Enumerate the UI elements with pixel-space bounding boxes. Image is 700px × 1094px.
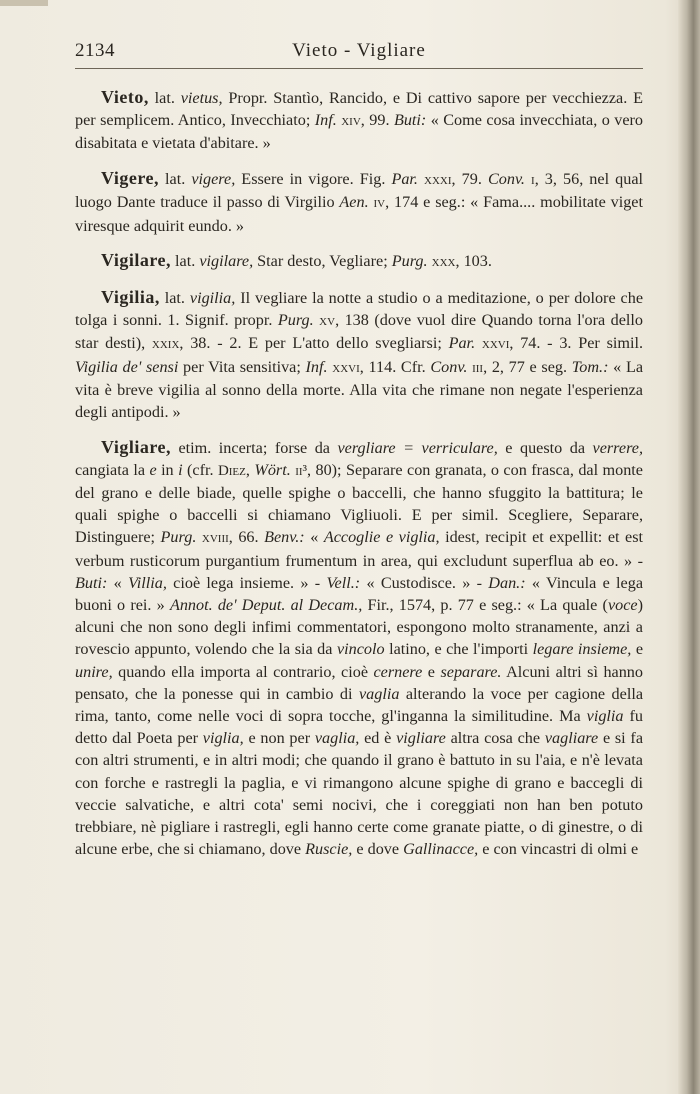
entry-text: per Vita sensitiva; <box>178 357 306 376</box>
entry-italic-text: vigere, <box>191 170 236 189</box>
header-rule <box>75 68 643 69</box>
entry-italic-text: vaglia, <box>314 729 360 748</box>
entry-text <box>475 334 482 352</box>
entry-text: fu detto dal Poeta per <box>75 707 643 748</box>
page-number: 2134 <box>75 40 115 61</box>
entry-headword: Vigilare, <box>101 250 171 271</box>
entry-text: cioè lega insieme. » - <box>166 573 327 592</box>
entry-italic-text: Vell.: <box>326 573 361 592</box>
entry-italic-text: viglia <box>586 707 624 726</box>
entry-headword: Vigliare, <box>101 436 171 457</box>
dictionary-entry <box>75 436 643 861</box>
entry-italic-text: Ruscie, <box>305 840 353 859</box>
entry-italic-text: Villia, <box>128 573 167 592</box>
entry-text: , 138 (dove vuol dire Quando torna l'ora dello star desti), <box>75 311 644 353</box>
dictionary-entry <box>75 167 643 237</box>
entry-italic-text: voce <box>607 596 638 615</box>
entry-italic-text: vigilia, <box>189 288 236 307</box>
entry-small-caps: iii <box>472 359 484 376</box>
entry-small-caps: xxix <box>151 336 180 353</box>
entry-small-caps: xv <box>319 313 336 330</box>
page-edge-shadow <box>678 0 700 1094</box>
entry-text: Il vegliare la notte a studio o a meditazione, o per dolore che tolga i sonni. 1. Signif. propr. <box>75 288 643 330</box>
entry-italic-text: legare insieme, <box>532 640 632 659</box>
entry-italic-text: e <box>149 460 157 479</box>
entry-text: « Custodisce. » - <box>360 573 489 592</box>
entry-text: , 38. - 2. E per L'atto dello svegliarsi; <box>179 334 449 353</box>
entry-italic-text: Conv. <box>487 170 525 189</box>
entry-italic-text: Dan.: <box>488 573 526 592</box>
entry-small-caps: Diez <box>217 462 246 479</box>
entry-text: ) alcuni che non sono degli infimi commentatori, espongono molto stranamente, anzi a rovescio appunto, volendo che la sia da <box>75 596 643 659</box>
entry-small-caps: xiv <box>341 113 361 130</box>
entry-text: ed è <box>359 729 397 748</box>
entry-small-caps: iv <box>373 195 386 212</box>
entry-small-caps: xviii <box>201 530 229 547</box>
entry-small-caps: xxxi <box>424 172 452 189</box>
entry-text: , <box>245 460 255 479</box>
entry-italic-text: vagliare <box>544 729 599 748</box>
entry-italic-text: vigilare, <box>199 252 254 271</box>
dictionary-body <box>75 86 643 873</box>
entry-headword: Vigere, <box>101 168 159 189</box>
entry-text: idest, recipit et expellit: et est verbum rusticorum purgantium frumentum in area, qui excludunt superflua ab eo. » - <box>75 528 643 570</box>
page-corner-mark <box>0 0 48 6</box>
entry-text: alterando la voce per cagione della rima, tanto, come nelle voci di sopra tocche, gl'inganna la similitudine. Ma <box>75 684 644 726</box>
page-header <box>75 40 643 70</box>
entry-text: lat. <box>171 252 200 271</box>
entry-text: cangiata la <box>75 460 150 479</box>
entry-italic-text: Wört. <box>254 460 291 479</box>
entry-text: , 114. Cfr. <box>359 357 431 376</box>
entry-italic-text: Gallinacce, <box>403 840 479 859</box>
entry-text: « Come cosa invecchiata, o vero disabitata e vietata d'abitare. » <box>75 111 644 153</box>
entry-italic-text: unire, <box>75 662 113 681</box>
entry-italic-text: Purg. <box>391 252 428 271</box>
entry-text: , 80); Separare con granata, o con frasca, dal monte del grano e delle biade, quelle spighe o baccelli, che hanno sfuggito la battitura; le quali spighe o baccelli si chiamano Vigliuoli. E per simil. Scegliere, Separare, Distinguere; <box>75 460 643 547</box>
entry-text: etim. incerta; forse da <box>171 438 338 457</box>
entry-text: lat. <box>148 89 181 107</box>
dictionary-entry <box>75 286 643 423</box>
entry-small-caps: xxvi <box>332 359 360 376</box>
entry-text: e questo da <box>497 438 593 457</box>
entry-small-caps: xxx <box>431 254 456 271</box>
entry-italic-text: Aen. <box>339 193 369 212</box>
entry-text: Star desto, Vegliare; <box>253 252 392 271</box>
entry-italic-text: Tom.: <box>571 357 609 376</box>
entry-text: lat. <box>158 170 192 189</box>
entry-text: latino, e che l'importi <box>384 640 533 659</box>
running-head: Vieto - Vigliare <box>292 40 426 61</box>
entry-italic-text: viglia, <box>202 729 244 748</box>
entry-headword: Vieto, <box>101 87 149 107</box>
entry-italic-text: Inf. <box>305 357 328 376</box>
entry-italic-text: Inf. <box>314 111 337 130</box>
entry-text: e <box>631 640 644 659</box>
entry-text: « Vincula e lega buoni o rei. » <box>75 573 644 615</box>
entry-text: , 174 e seg.: « Fama.... mobilitate viget viresque adquirit eundo. » <box>75 193 643 235</box>
entry-italic-text: separare. <box>440 662 502 681</box>
entry-italic-text: Conv. <box>430 357 468 376</box>
dictionary-entry <box>75 249 643 273</box>
entry-italic-text: Par. <box>448 334 476 353</box>
entry-text: altra cosa che <box>445 729 545 748</box>
entry-text: e non per <box>243 729 315 748</box>
entry-italic-text: cernere <box>373 662 423 681</box>
entry-italic-text: vietus, <box>180 89 223 107</box>
entry-text: in <box>156 460 179 479</box>
entry-small-caps: ii³ <box>295 462 308 479</box>
entry-text: « <box>107 573 129 592</box>
entry-text: « La vita è breve vigilia al sonno della morte. Alla vita che rimane non negate l'esperienza degli antipodi. » <box>75 357 644 421</box>
entry-text: , 99. <box>360 111 394 130</box>
entry-italic-text: Purg. <box>160 528 197 547</box>
entry-small-caps: xxvi <box>481 336 510 353</box>
entry-text: , 79. <box>451 170 488 189</box>
entry-italic-text: Accoglie e viglia, <box>323 528 440 547</box>
entry-text: , 74. - 3. Per simil. <box>509 334 643 353</box>
entry-text: e dove <box>352 840 404 859</box>
entry-text: Propr. Stantìo, Rancido, e Di cattivo sapore per vecchiezza. E per semplicem. Antico, Invecchiato; <box>75 89 643 130</box>
entry-text: Essere in vigore. Fig. <box>235 170 392 189</box>
entry-italic-text: Buti: <box>393 111 427 130</box>
entry-text: e <box>422 662 441 681</box>
entry-italic-text: Annot. de' Deput. al Decam., <box>169 596 363 615</box>
entry-italic-text: vaglia <box>358 684 400 703</box>
entry-text: , 3, 56, nel qual luogo Dante traduce il passo di Virgilio <box>75 170 644 212</box>
entry-text: e con vincastri di olmi e <box>478 840 639 859</box>
entry-text: (cfr. <box>182 460 218 479</box>
entry-italic-text: i <box>178 460 183 479</box>
entry-italic-text: Buti: <box>75 573 108 592</box>
entry-italic-text: Par. <box>391 170 418 189</box>
entry-italic-text: Vigilia de' sensi <box>75 357 179 376</box>
entry-text: quando ella importa al contrario, cioè <box>112 662 374 681</box>
entry-italic-text: vigliare <box>396 729 446 748</box>
entry-italic-text: verrere, <box>592 438 643 457</box>
entry-text: « <box>304 528 324 547</box>
entry-italic-text: Benv.: <box>264 528 305 547</box>
entry-small-caps: i <box>531 172 535 189</box>
entry-headword: Vigilia, <box>101 286 160 307</box>
entry-italic-text: vincolo <box>336 640 385 659</box>
dictionary-entry <box>75 86 643 155</box>
entry-italic-text: vergliare = verriculare, <box>337 438 498 457</box>
entry-text: Fir., 1574, p. 77 e seg.: « La quale ( <box>362 596 608 615</box>
entry-italic-text: Purg. <box>277 311 314 330</box>
entry-text: , 66. <box>228 528 265 547</box>
entry-text: e si fa con altri strumenti, e in altri modi; che quando il grano è battuto in su l'aia, e n'è levata con forche e rastregli la paglia, e vi rimangono alcune spighe di grano e baccegli di veccie salvatiche, e altri cota' semi nocivi, che i coreggiati non han ben potuto trebbiare, nè pigliare i rastregli, egli hanno certe come granate piatte, o di ginestre, o di alcune erbe, che si chiamano, dove <box>75 729 643 859</box>
entry-text: Alcuni altri sì hanno pensato, che la ponesse qui in cambio di <box>75 662 643 703</box>
entry-text: , 2, 77 e seg. <box>483 357 572 376</box>
entry-text: , 103. <box>455 252 492 271</box>
entry-text: lat. <box>159 288 190 307</box>
